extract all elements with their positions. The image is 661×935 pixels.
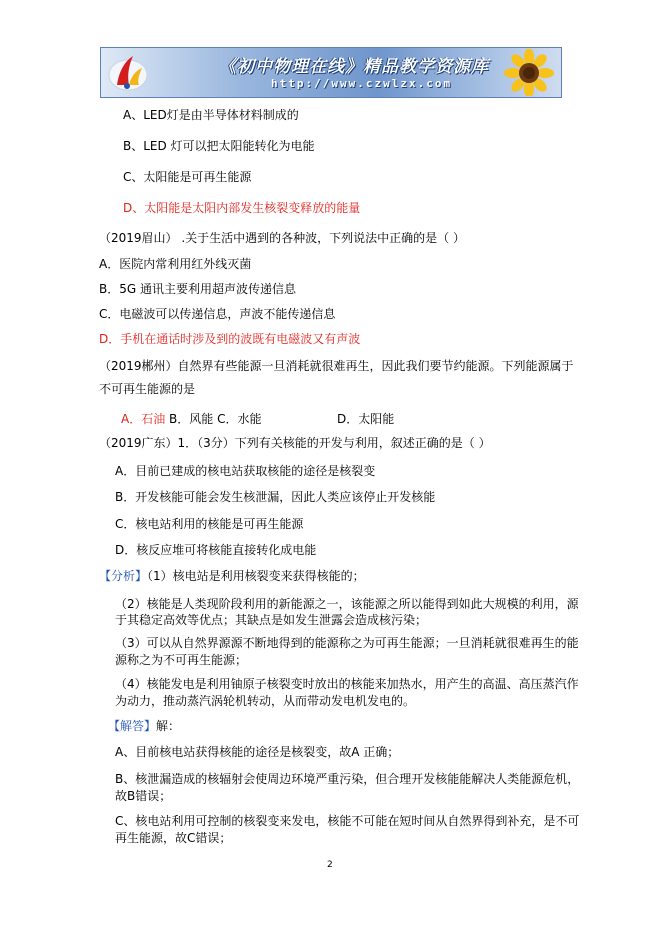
- q3-option-d: D．太阳能: [337, 412, 395, 426]
- answer-b-line1: B、核泄漏造成的核辐射会使周边环境严重污染，但合理开发核能能解决人类能源危机，: [115, 772, 580, 786]
- q1-option-c: C、太阳能是可再生能源: [123, 170, 252, 184]
- q2-stem: （2019眉山） .关于生活中遇到的各种波，下列说法中正确的是（ ）: [99, 231, 465, 245]
- page-number: 2: [327, 860, 333, 870]
- q4-stem: （2019广东）1．（3分）下列有关核能的开发与利用，叙述正确的是（ ）: [99, 436, 491, 450]
- q2-option-c: C．电磁波可以传递信息，声波不能传递信息: [99, 307, 336, 321]
- answer-c-line1: C、核电站利用可控制的核裂变来发电，核能不可能在短时间从自然界得到补充，是不可: [115, 814, 580, 828]
- q3-options: [121, 411, 261, 427]
- answer-suffix: 解：: [156, 719, 181, 733]
- q1-option-a: A、LED灯是由半导体材料制成的: [123, 108, 299, 122]
- answer-c-line2: 再生能源，故C错误；: [115, 831, 232, 845]
- analysis-p3-line1: （3）可以从自然界源源不断地得到的能源称之为可再生能源；一旦消耗就很难再生的能: [115, 636, 579, 650]
- q2-option-a: A．医院内常利用红外线灭菌: [99, 257, 252, 271]
- analysis-p4-line2: 为动力，推动蒸汽涡轮机转动，从而带动发电机发电的。: [115, 694, 416, 708]
- q2-option-d-answer: D．手机在通话时涉及到的波既有电磁波又有声波: [99, 332, 361, 346]
- q1-option-b: B、LED 灯可以把太阳能转化为电能: [123, 139, 315, 153]
- header-banner: [100, 47, 562, 98]
- q4-option-c: C．核电站利用的核能是可再生能源: [115, 517, 304, 531]
- q3-option-a-answer: A．石油: [121, 412, 166, 426]
- analysis-p1: [99, 568, 365, 584]
- analysis-p1-text: （1）核电站是利用核裂变来获得核能的；: [147, 569, 365, 583]
- q4-option-b: B．开发核能可能会发生核泄漏，因此人类应该停止开发核能: [115, 490, 436, 504]
- answer-label: 【解答】: [108, 719, 157, 733]
- analysis-p2-line2: 于其稳定高效等优点；其缺点是如发生泄露会造成核污染；: [115, 613, 428, 627]
- analysis-p4-line1: （4）核能发电是利用铀原子核裂变时放出的核能来加热水，用产生的高温、高压蒸汽作: [115, 677, 579, 691]
- q2-option-b: B．5G 通讯主要利用超声波传递信息: [99, 282, 296, 296]
- q1-option-d-answer: D、太阳能是太阳内部发生核裂变释放的能量: [123, 201, 361, 215]
- analysis-p2-line1: （2）核能是人类现阶段利用的新能源之一，该能源之所以能得到如此大规模的利用，源: [115, 597, 579, 611]
- q4-option-a: A．目前已建成的核电站获取核能的途径是核裂变: [115, 464, 376, 478]
- q3-stem-line2: 不可再生能源的是: [99, 382, 196, 396]
- answer-a: A、目前核电站获得核能的途径是核裂变，故A 正确；: [115, 745, 400, 759]
- q4-option-d: D．核反应堆可将核能直接转化成电能: [115, 543, 317, 557]
- answer-heading: [108, 718, 180, 734]
- q3-stem-line1: （2019郴州）自然界有些能源一旦消耗就很难再生，因此我们要节约能源。下列能源属于: [99, 359, 574, 373]
- banner-url: http://www.czwlzx.com: [271, 77, 453, 90]
- q3-option-bc: B．风能 C．水能: [169, 412, 262, 426]
- sunflower-icon: [495, 49, 555, 96]
- site-logo-icon: [107, 51, 149, 93]
- banner-title: 《初中物理在线》精品教学资源库: [219, 57, 489, 77]
- answer-b-line2: 故B错误；: [115, 789, 172, 803]
- analysis-label: 【分析】: [99, 569, 148, 583]
- analysis-p3-line2: 源称之为不可再生能源；: [115, 653, 248, 667]
